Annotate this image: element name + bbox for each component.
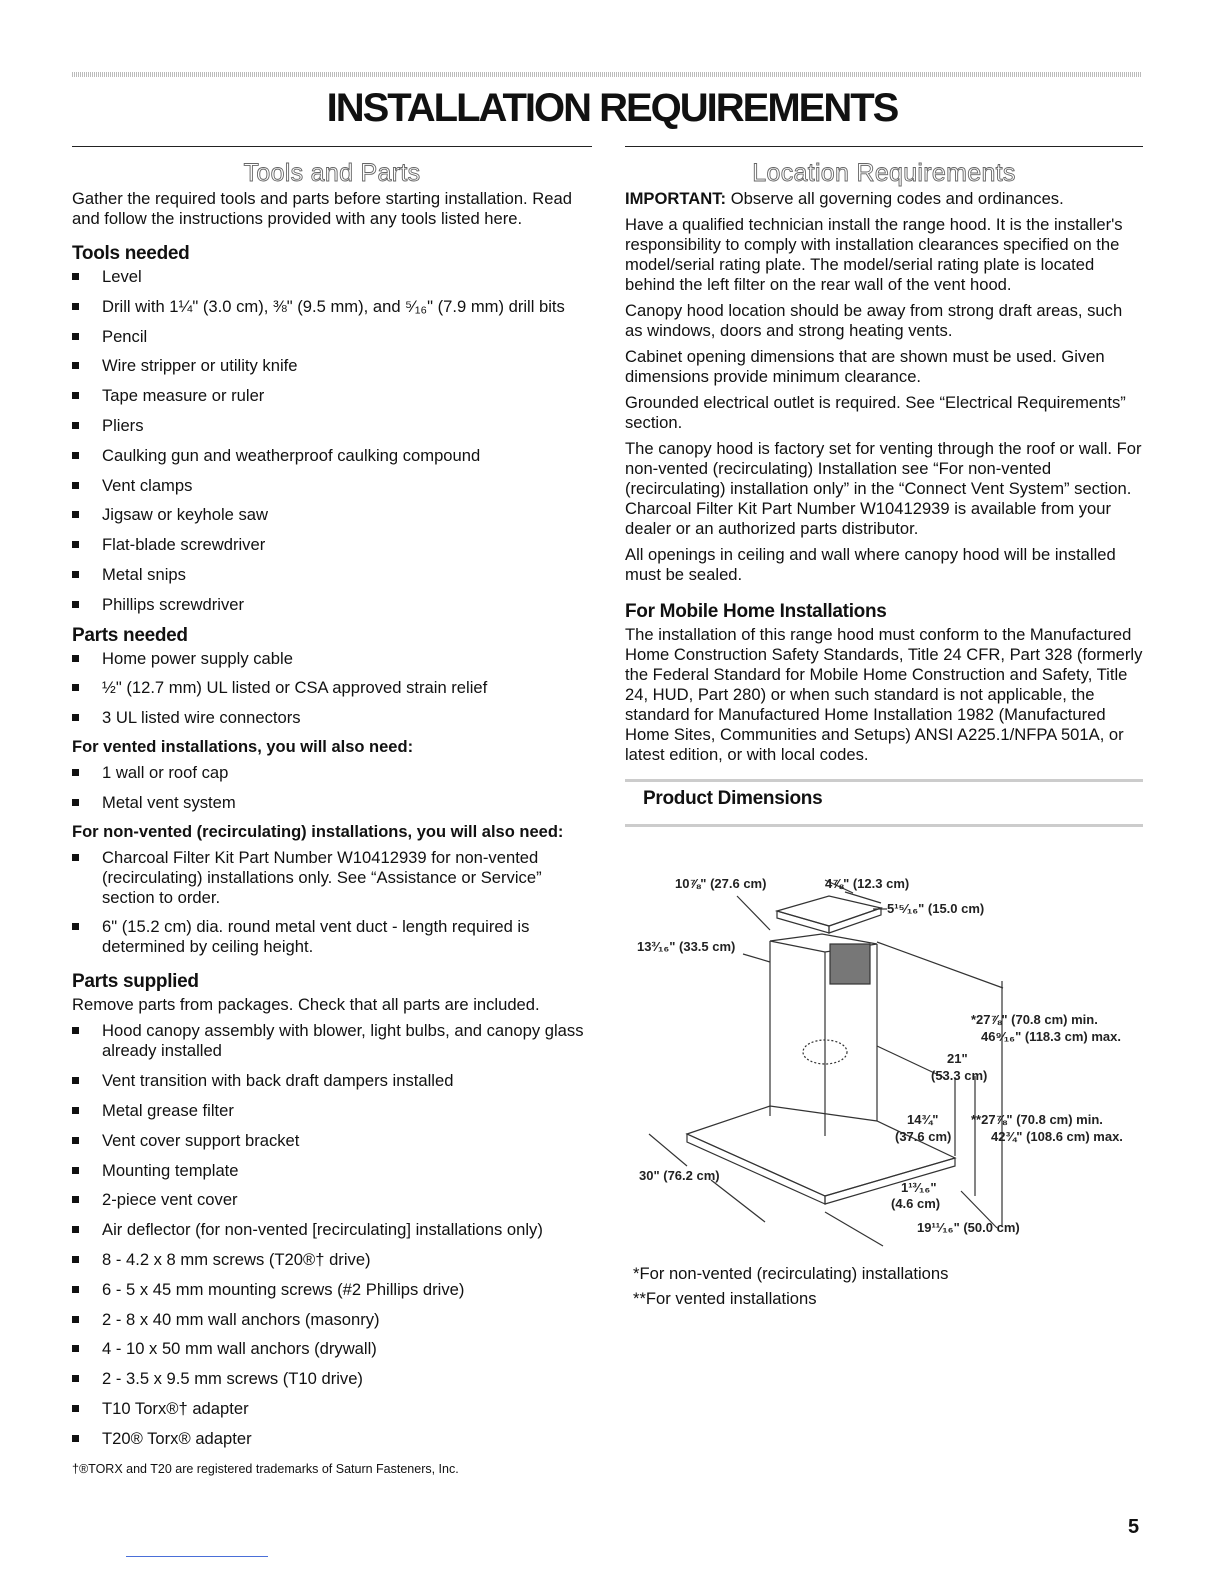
list-item: Charcoal Filter Kit Part Number W10412939 for non-vented (recirculating) installations only. See “Assistance or Service” section to order. bbox=[72, 848, 592, 908]
dim-label: **27⅞" (70.8 cm) min. bbox=[971, 1112, 1103, 1127]
mobile-home-text: The installation of this range hood must conform to the Manufactured Home Construction Safety Standards, Title 24 CFR, Part 328 (formerly the Federal Standard for Mobile Home Construction and Safety, Title 24, HUD, Part 280) or when such standard is not applicable, the standard for Manufactured Home Installation 1982 (Manufactured Home Sites, Communities and Setups) ANSI A225.1/NFPA 501A, or latest edition, or with local codes. bbox=[625, 625, 1143, 764]
list-item: T10 Torx®† adapter bbox=[72, 1399, 592, 1419]
list-item: Mounting template bbox=[72, 1161, 592, 1181]
dim-label: 42¾" (108.6 cm) max. bbox=[991, 1129, 1123, 1144]
dim-label: 30" (76.2 cm) bbox=[639, 1168, 720, 1183]
tools-and-parts-column bbox=[72, 146, 592, 1485]
vent-cap-front bbox=[829, 908, 881, 933]
list-item: Hood canopy assembly with blower, light bulbs, and canopy glass already installed bbox=[72, 1021, 592, 1061]
important-paragraph bbox=[625, 189, 1143, 209]
product-dimensions-bar bbox=[625, 779, 1143, 827]
list-item: 2 - 3.5 x 9.5 mm screws (T10 drive) bbox=[72, 1369, 592, 1389]
note-nonvented: *For non-vented (recirculating) installations bbox=[633, 1264, 949, 1283]
list-item: Metal grease filter bbox=[72, 1101, 592, 1121]
list-item: Vent cover support bracket bbox=[72, 1131, 592, 1151]
vent-cap-side bbox=[777, 911, 829, 933]
list-item: Metal snips bbox=[72, 565, 592, 585]
dim-line bbox=[743, 954, 770, 962]
tools-and-parts-title: Tools and Parts bbox=[243, 159, 421, 187]
dim-label: (53.3 cm) bbox=[931, 1068, 988, 1083]
list-item: Flat-blade screwdriver bbox=[72, 535, 592, 555]
parts-needed-heading: Parts needed bbox=[72, 624, 188, 646]
dim-label: 10⅞" (27.6 cm) bbox=[675, 876, 767, 891]
dim-line bbox=[711, 1180, 765, 1222]
location-paragraph: Canopy hood location should be away from strong draft areas, such as windows, doors and strong heating vents. bbox=[625, 301, 1123, 340]
list-item: Pencil bbox=[72, 327, 592, 347]
list-item: 6" (15.2 cm) dia. round metal vent duct - length required is determined by ceiling height. bbox=[72, 917, 592, 957]
nonvented-list bbox=[72, 848, 592, 958]
vented-heading: For vented installations, you will also need: bbox=[72, 737, 414, 756]
page-number: 5 bbox=[1128, 1516, 1140, 1538]
tools-list bbox=[72, 267, 592, 615]
dim-line bbox=[649, 1134, 687, 1166]
list-item: 2 - 8 x 40 mm wall anchors (masonry) bbox=[72, 1310, 592, 1330]
list-item: 8 - 4.2 x 8 mm screws (T20®† drive) bbox=[72, 1250, 592, 1270]
supplied-intro: Remove parts from packages. Check that all parts are included. bbox=[72, 995, 540, 1015]
list-item: 6 - 5 x 45 mm mounting screws (#2 Phillips drive) bbox=[72, 1280, 592, 1300]
trademark-footnote: †®TORX and T20 are registered trademarks of Saturn Fasteners, Inc. bbox=[72, 1461, 459, 1476]
dim-line bbox=[877, 942, 1003, 988]
product-dimensions-heading: Product Dimensions bbox=[643, 788, 823, 809]
hood-dimensions-diagram bbox=[625, 866, 1143, 1260]
location-paragraph: Grounded electrical outlet is required. See “Electrical Requirements” section. bbox=[625, 393, 1126, 432]
list-item: Drill with 1¼" (3.0 cm), ⅜" (9.5 mm), and ⁵⁄₁₆" (7.9 mm) drill bits bbox=[72, 297, 592, 317]
list-item: Level bbox=[72, 267, 592, 287]
nonvented-heading: For non-vented (recirculating) installations, you will also need: bbox=[72, 822, 564, 841]
important-label: IMPORTANT: bbox=[625, 189, 727, 208]
list-item: 4 - 10 x 50 mm wall anchors (drywall) bbox=[72, 1339, 592, 1359]
dim-label: 46⁹⁄₁₆" (118.3 cm) max. bbox=[981, 1029, 1121, 1044]
parts-supplied-heading: Parts supplied bbox=[72, 971, 199, 993]
diagram-notes bbox=[633, 1264, 1133, 1314]
list-item: Jigsaw or keyhole saw bbox=[72, 505, 592, 525]
list-item: T20® Torx® adapter bbox=[72, 1429, 592, 1449]
dim-label: (4.6 cm) bbox=[891, 1196, 941, 1211]
mobile-home-heading: For Mobile Home Installations bbox=[625, 601, 887, 622]
list-item: Vent clamps bbox=[72, 476, 592, 496]
list-item: Tape measure or ruler bbox=[72, 386, 592, 406]
list-item: Vent transition with back draft dampers installed bbox=[72, 1071, 592, 1091]
list-item: Air deflector (for non-vented [recirculating] installations only) bbox=[72, 1220, 592, 1240]
list-item: Pliers bbox=[72, 416, 592, 436]
supplied-list bbox=[72, 1021, 592, 1448]
dim-label: 5¹⁵⁄₁₆" (15.0 cm) bbox=[887, 901, 985, 916]
dim-label: 14¾" bbox=[907, 1112, 939, 1127]
column-rule bbox=[625, 146, 1143, 147]
list-item: ½" (12.7 mm) UL listed or CSA approved strain relief bbox=[72, 678, 592, 698]
dim-label: 4⅞" (12.3 cm) bbox=[825, 876, 910, 891]
list-item: 3 UL listed wire connectors bbox=[72, 708, 592, 728]
location-requirements-column bbox=[625, 146, 1143, 827]
dim-label: (37.6 cm) bbox=[895, 1129, 952, 1144]
note-vented: **For vented installations bbox=[633, 1289, 817, 1308]
bottom-link-line bbox=[126, 1556, 268, 1557]
vent-grille bbox=[830, 944, 870, 984]
list-item: Wire stripper or utility knife bbox=[72, 356, 592, 376]
dim-label: 1¹³⁄₁₆" bbox=[901, 1180, 937, 1195]
tools-intro: Gather the required tools and parts before starting installation. Read and follow the instructions provided with any tools listed here. bbox=[72, 189, 572, 228]
top-rule bbox=[72, 72, 1142, 77]
dim-label: 19¹¹⁄₁₆" (50.0 cm) bbox=[917, 1220, 1020, 1235]
list-item: 2-piece vent cover bbox=[72, 1190, 592, 1210]
location-paragraph: All openings in ceiling and wall where canopy hood will be installed must be sealed. bbox=[625, 545, 1116, 584]
column-rule bbox=[72, 146, 592, 147]
page-title: INSTALLATION REQUIREMENTS bbox=[326, 86, 898, 130]
dim-line bbox=[737, 896, 770, 930]
dim-label: *27⅞" (70.8 cm) min. bbox=[971, 1012, 1098, 1027]
location-requirements-title: Location Requirements bbox=[752, 159, 1016, 187]
list-item: 1 wall or roof cap bbox=[72, 763, 592, 783]
vent-cap-top bbox=[777, 896, 881, 926]
list-item: Metal vent system bbox=[72, 793, 592, 813]
list-item: Home power supply cable bbox=[72, 649, 592, 669]
parts-list bbox=[72, 649, 592, 729]
location-paragraph: Have a qualified technician install the range hood. It is the installer's responsibility to comply with installation clearances specified on the model/serial rating plate. The model/serial rating plate is located behind the left filter on the rear wall of the vent hood. bbox=[625, 215, 1123, 294]
location-paragraph: Cabinet opening dimensions that are shown must be used. Given dimensions provide minimum clearance. bbox=[625, 347, 1105, 386]
list-item: Caulking gun and weatherproof caulking compound bbox=[72, 446, 592, 466]
list-item: Phillips screwdriver bbox=[72, 595, 592, 615]
tools-needed-heading: Tools needed bbox=[72, 243, 190, 264]
dim-line bbox=[825, 1212, 883, 1246]
dim-label: 21" bbox=[947, 1051, 968, 1066]
important-text: Observe all governing codes and ordinances. bbox=[726, 189, 1064, 208]
dim-label: 13³⁄₁₆" (33.5 cm) bbox=[637, 939, 736, 954]
location-paragraph: The canopy hood is factory set for venting through the roof or wall. For non-vented (recirculating) Installation see “For non-vented (recirculating) installation only” in the “Connect Vent System” section. Charcoal Filter Kit Part Number W10412939 is available from your dealer or an authorized parts distributor. bbox=[625, 439, 1142, 538]
vented-list bbox=[72, 763, 592, 813]
